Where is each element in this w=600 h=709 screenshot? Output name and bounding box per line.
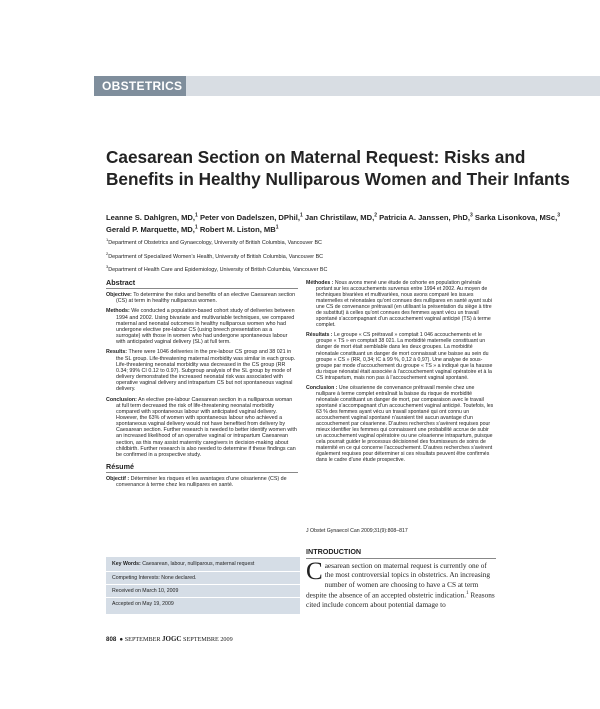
abstract-item-text: There were 1046 deliveries in the pre-labour CS group and 38 021 in the SL group. Life-threatening maternal morbidity was similar in each group. Life-threatening neonatal morbidity was decreased in the CS group (RR 0.34; 99% CI 0.12 to 0.97). Subgroup analysis of the SL group by mode of delivery demonstrated the increased neonatal risk was associated with operative vaginal delivery and intrapartum CS but not spontaneous vaginal delivery.: [116, 349, 296, 393]
footer-month-en: SEPTEMBER: [124, 636, 161, 643]
author: [106, 225, 198, 234]
author-affiliation-marker: 1: [275, 224, 279, 231]
author: [200, 213, 303, 222]
affiliation: [106, 264, 586, 274]
footer-month-fr: SEPTEMBRE 2009: [183, 636, 233, 643]
abstract-item-label: Methods:: [106, 308, 130, 315]
page-number: 808: [106, 636, 117, 643]
introduction-paragraph: aesarean section on maternal request is currently one of the most controversial topics in obstetrics. An increasing number of women are choosing to have a CS at term despite the absence of an accepted obstetric indication.: [306, 561, 491, 600]
author-name: Jan Christilaw, MD,: [304, 212, 375, 222]
abstract-item: [106, 308, 298, 345]
author-affiliation-marker: 1: [195, 212, 198, 218]
abstract-item-label: Conclusion:: [106, 396, 137, 403]
abstract-item-label: Results:: [106, 349, 128, 356]
introduction-heading: INTRODUCTION: [306, 547, 496, 559]
author-name: Gerald P. Marquette, MD,: [106, 225, 195, 235]
competing-interests: Competing Interests: None declared.: [106, 572, 300, 585]
author-affiliation-marker: 1: [194, 224, 198, 231]
resume-item-text: Une césarienne de convenance prétravail menée chez une nullipare à terme complet entraînait la baisse du risque de morbidité néonatale constituant un danger de mort, par comparaison avec le travail spontané s’accompagnant d’un accouchement vaginal anticipé. Toutefois, les 63 % des femmes ayant vécu un travail spontané qui ont connu un accouchement vaginal spontané n’auraient tiré aucun avantage d’un accouchement par césarienne. D’autres recherches s’avèrent requises pour mieux identifier les femmes qui connaissent une probabilité accrue de subir un accouchement vaginal opératoire ou une césarienne intrapartum, puisque cela pourrait guider le processus décisionnel des fournisseurs de soins de maternité en ce qui concerne l’accouchement. D’autres recherches s’avèrent également requises pour déterminer si ces résultats peuvent être confirmés dans le cadre d’une étude prospective.: [316, 384, 494, 464]
affiliation-number: 2: [106, 250, 109, 256]
affiliation: [106, 237, 586, 247]
resume-item-label: Méthodes :: [306, 280, 334, 286]
author-name: Leanne S. Dahlgren, MD,: [106, 212, 196, 222]
abstract-item: [106, 349, 298, 392]
abstract-item-text: We conducted a population-based cohort study of deliveries between 1994 and 2002. Using bivariate and multivariable techniques, we compared maternal and neonatal outcomes in healthy nulliparous women who had undergone elective pre-labour CS (using breech presentation as a surrogate) with those in women who had undergone spontaneous labour with anticipated vaginal delivery (SL) at full term.: [116, 308, 295, 346]
author: [106, 213, 198, 222]
abstract-item: [106, 292, 298, 304]
author: [200, 225, 279, 234]
accepted-date: Accepted on May 19, 2009: [112, 601, 174, 607]
affiliation-text: Department of Obstetrics and Gynaecology, University of British Columbia, Vancouver BC: [108, 239, 322, 246]
abstract-item: [106, 397, 298, 459]
resume-french: [306, 280, 494, 467]
keywords: [106, 557, 300, 572]
resume-objective-label: Objectif :: [106, 476, 130, 483]
affiliation-number: 1: [106, 237, 109, 242]
affiliation-text: Department of Specialized Women’s Health, University of British Columbia, Vancouver BC: [108, 253, 324, 260]
resume-item: [306, 332, 494, 380]
abstract-heading: Abstract: [106, 280, 298, 289]
author-name: Peter von Dadelszen, DPhil,: [199, 212, 300, 222]
affiliation: [106, 251, 586, 261]
reference-marker: 1: [466, 590, 469, 596]
author: [379, 213, 473, 222]
resume-item-label: Conclusion :: [306, 384, 338, 391]
citation: J Obstet Gynaecol Can 2009;31(9):808–817: [306, 528, 408, 534]
abstract-item-text: An elective pre-labour Caesarean section in a nulliparous woman at full term decreased the risk of life-threatening neonatal morbidity compared with spontaneous labour with anticipated vaginal delivery. However, the 63% of women with spontaneous labour who achieved a spontaneous vaginal delivery would not have benefited from delivery by Caesarean section. Further research is needed to better identify women with an increased likelihood of an operative vaginal or intrapartum Caesarean section, as this may assist maternity caregivers in decision-making about childbirth. Further research is also needed to determine if these findings can be confirmed in a prospective study.: [116, 396, 297, 458]
resume-item-text: Le groupe « CS prétravail » comptait 1 046 accouchements et le groupe « TS » en comptait 38 021. La morbidité maternelle constituant un danger de mort était semblable dans les deux groupes. La morbidité néonatale constituant un danger de mort connaissait une baisse au sein du groupe « CS » (RR, 0,34; IC à 99 %, 0,12 à 0,97). Une analyse de sous-groupe par mode d’accouchement du groupe « TS » a indiqué que la hausse du risque néonatal était associée à l’accouchement vaginal opératoire et à la CS intrapartum, mais non pas à l’accouchement vaginal spontané.: [316, 332, 493, 381]
resume-item: [306, 385, 494, 464]
received-date: Received on March 10, 2009: [106, 585, 300, 598]
author: [475, 213, 560, 222]
page-footer: [106, 635, 233, 643]
introduction-paragraph-continued: Reasons cited include concern about potential damage to: [306, 590, 495, 609]
abstract-item-text: To determine the risks and benefits of an elective Caesarean section (CS) at term in healthy nulliparous women.: [116, 292, 296, 305]
author-affiliation-marker: 2: [374, 212, 377, 218]
author-name: Patricia A. Janssen, PhD,: [379, 212, 470, 222]
author: [305, 213, 377, 222]
resume-heading: Résumé: [106, 464, 298, 473]
affiliation-number: 3: [106, 264, 109, 269]
author-name: Robert M. Liston, MB: [199, 225, 276, 235]
resume-item: [306, 280, 494, 328]
resume-item-text: Nous avons mené une étude de cohorte en population générale portant sur les accouchements survenus entre 1994 et 2002. Au moyen de techniques bivariées et multivariées, nous avons comparé les issues maternelles et néonatales qu’ont connues des nullipares en santé ayant subi une CS de convenance prétravail (en utilisant la présentation du siège à titre de substitut) à celles qu’ont connues des femmes ayant vécu un travail spontané s’accompagnant d’un accouchement vaginal anticipé (TS) à terme complet.: [316, 280, 492, 329]
resume-objective-text: Déterminer les risques et les avantages d’une césarienne (CS) de convenance à terme chez les nullipares en santé.: [116, 476, 287, 489]
article-title: Caesarean Section on Maternal Request: Risks and Benefits in Healthy Nulliparous Women and Their Infants: [106, 147, 570, 189]
abstract-item-label: Objective:: [106, 292, 132, 299]
abstract-english: [106, 280, 298, 493]
keywords-text: Caesarean, labour, nulliparous, maternal request: [142, 561, 255, 567]
affiliation-text: Department of Health Care and Epidemiology, University of British Columbia, Vancouver BC: [108, 266, 328, 273]
author-list: [106, 210, 586, 235]
author-name: Sarka Lisonkova, MSc,: [474, 212, 558, 222]
author-affiliation-marker: 3: [470, 212, 473, 218]
resume-objective: [106, 476, 298, 488]
section-label: OBSTETRICS: [94, 76, 186, 96]
footer-bullet: ●: [119, 636, 124, 643]
author-affiliation-marker: 1: [299, 212, 303, 218]
author-affiliation-marker: 3: [557, 212, 560, 218]
journal-name: JOGC: [162, 635, 182, 643]
introduction-text: [306, 558, 496, 609]
dropcap: C: [306, 558, 323, 585]
resume-item-label: Résultats :: [306, 332, 333, 339]
keywords-label: Key Words:: [112, 561, 141, 567]
affiliation-list: [106, 237, 586, 278]
article-info-box: [106, 557, 300, 614]
